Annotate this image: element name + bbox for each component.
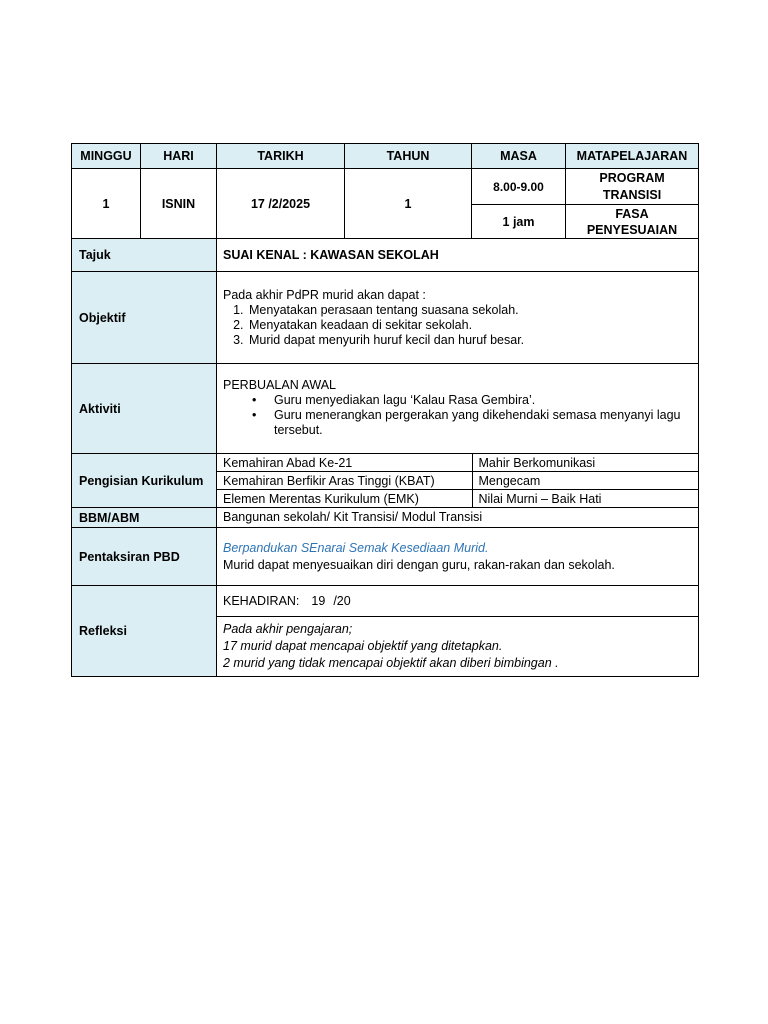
masa-time: 8.00-9.00 xyxy=(472,169,566,205)
objektif-item: 3. Murid dapat menyurih huruf kecil dan huruf besar. xyxy=(247,333,692,348)
pengisian-table xyxy=(217,454,698,507)
pbd-row xyxy=(72,528,699,586)
objektif-item: 2. Menyatakan keadaan di sekitar sekolah. xyxy=(247,318,692,333)
subject-line-1: PROGRAM xyxy=(599,170,665,185)
lesson-plan-sheet xyxy=(71,143,698,677)
pengisian-label: Pengisian Kurikulum xyxy=(72,454,217,508)
masa-duration: 1 jam xyxy=(472,205,566,239)
phase-value xyxy=(566,205,699,239)
tajuk-label: Tajuk xyxy=(72,239,217,272)
pengisian-value: Nilai Murni – Baik Hati xyxy=(472,490,698,508)
pengisian-key: Kemahiran Berfikir Aras Tinggi (KBAT) xyxy=(217,472,472,490)
refleksi-row-1 xyxy=(72,586,699,617)
pengisian-content xyxy=(217,454,699,508)
pengisian-value: Mahir Berkomunikasi xyxy=(472,454,698,472)
pengisian-entry xyxy=(217,454,698,472)
pengisian-entry xyxy=(217,490,698,508)
info-row-1 xyxy=(72,169,699,205)
bbm-value: Bangunan sekolah/ Kit Transisi/ Modul Transisi xyxy=(217,508,699,528)
refleksi-content xyxy=(217,617,699,677)
pengisian-value: Mengecam xyxy=(472,472,698,490)
objektif-content xyxy=(217,272,699,364)
kehadiran-line xyxy=(217,586,699,617)
objektif-label: Objektif xyxy=(72,272,217,364)
bullet-icon: • xyxy=(252,408,257,422)
header-minggu: MINGGU xyxy=(72,144,141,169)
lesson-plan-table xyxy=(71,143,699,677)
pengisian-key: Elemen Merentas Kurikulum (EMK) xyxy=(217,490,472,508)
aktiviti-label: Aktiviti xyxy=(72,364,217,454)
bbm-row xyxy=(72,508,699,528)
bbm-label: BBM/ABM xyxy=(72,508,217,528)
tajuk-row xyxy=(72,239,699,272)
pengisian-key: Kemahiran Abad Ke-21 xyxy=(217,454,472,472)
kehadiran-total: /20 xyxy=(333,594,351,608)
pbd-note: Berpandukan SEnarai Semak Kesediaan Murid. xyxy=(223,540,489,555)
aktiviti-row xyxy=(72,364,699,454)
aktiviti-item xyxy=(252,393,692,408)
minggu-value: 1 xyxy=(72,169,141,239)
phase-line-2: PENYESUAIAN xyxy=(586,222,678,237)
subject-line-2: TRANSISI xyxy=(602,187,662,202)
objektif-item: 1. Menyatakan perasaan tentang suasana sekolah. xyxy=(247,303,692,318)
objektif-row xyxy=(72,272,699,364)
aktiviti-heading: PERBUALAN AWAL xyxy=(223,378,337,392)
refleksi-line: 2 murid yang tidak mencapai objektif akan diberi bimbingan . xyxy=(223,656,559,670)
bullet-icon: • xyxy=(252,393,257,407)
aktiviti-list xyxy=(223,393,692,438)
aktiviti-item-text: Guru menerangkan pergerakan yang dikehendaki semasa menyanyi lagu tersebut. xyxy=(274,408,681,437)
pengisian-row xyxy=(72,454,699,508)
objektif-intro: Pada akhir PdPR murid akan dapat : xyxy=(223,287,426,302)
pengisian-entry xyxy=(217,472,698,490)
header-row xyxy=(72,144,699,169)
refleksi-label: Refleksi xyxy=(72,586,217,677)
header-masa: MASA xyxy=(472,144,566,169)
tahun-value: 1 xyxy=(345,169,472,239)
tarikh-value: 17 /2/2025 xyxy=(217,169,345,239)
header-tahun: TAHUN xyxy=(345,144,472,169)
header-hari: HARI xyxy=(141,144,217,169)
phase-line-1: FASA xyxy=(615,206,649,221)
aktiviti-content xyxy=(217,364,699,454)
kehadiran-count: 19 xyxy=(311,594,326,608)
kehadiran-label: KEHADIRAN: xyxy=(223,594,300,608)
objektif-list xyxy=(223,303,692,348)
aktiviti-item-text: Guru menyediakan lagu ‘Kalau Rasa Gembira’. xyxy=(274,393,536,407)
refleksi-line: 17 murid dapat mencapai objektif yang ditetapkan. xyxy=(223,639,503,653)
tajuk-value: SUAI KENAL : KAWASAN SEKOLAH xyxy=(217,239,699,272)
pbd-label: Pentaksiran PBD xyxy=(72,528,217,586)
refleksi-line: Pada akhir pengajaran; xyxy=(223,622,353,636)
subject-value xyxy=(566,169,699,205)
hari-value: ISNIN xyxy=(141,169,217,239)
pbd-content xyxy=(217,528,699,586)
header-matapelajaran: MATAPELAJARAN xyxy=(566,144,699,169)
aktiviti-item xyxy=(252,408,692,438)
header-tarikh: TARIKH xyxy=(217,144,345,169)
pbd-value: Murid dapat menyesuaikan diri dengan guru, rakan-rakan dan sekolah. xyxy=(223,557,615,572)
